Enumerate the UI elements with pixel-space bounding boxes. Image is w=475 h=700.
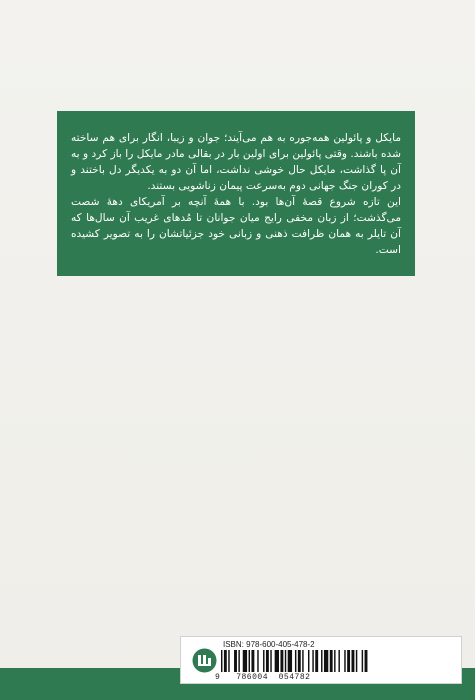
barcode-bar xyxy=(275,650,279,672)
barcode-bar xyxy=(324,650,328,672)
barcode-bar xyxy=(224,650,227,672)
barcode-bar xyxy=(352,650,355,672)
barcode-bar xyxy=(251,650,254,672)
barcode-bar xyxy=(298,650,301,672)
barcode-bar xyxy=(338,650,339,672)
barcode-bar xyxy=(356,650,357,672)
barcode-bar xyxy=(312,650,313,672)
barcode-panel xyxy=(180,636,462,684)
barcode-bar xyxy=(365,650,368,672)
barcode-bar xyxy=(221,650,222,672)
blurb-paragraph-2: این تازه شروع قصهٔ آن‌ها بود. با همهٔ آنچه بر آمریکای دههٔ شصت می‌گذشت؛ از زبان مخفی رایج میان جوانان تا مُدهای غریب آن سال‌ها که آن تایلر به همان ظرافت ذهنی و زبانی خود جزئیاتشان را به تصویر کشیده است. xyxy=(71,196,401,256)
blurb-panel xyxy=(57,111,415,276)
barcode-bar xyxy=(257,650,258,672)
barcode-bar xyxy=(302,650,303,672)
barcode-bar xyxy=(344,650,345,672)
barcode-bar xyxy=(243,650,247,672)
publisher-logo-icon xyxy=(192,648,217,673)
barcode-bar xyxy=(228,650,229,672)
blurb-paragraph-1: مایکل و پائولین همه‌جوره به هم می‌آیند؛ جوان و زیبا، انگار برای هم ساخته شده باشند. وقتی پائولین برای اولین بار در بقالی مادر مایکل را باز کرد و به آن پا گذاشت، مایکل حال خوشی نداشت، اما آن دو به یکدیگر دل باختند و در کوران جنگ جهانی دوم به‌سرعت پیمان زناشویی بستند. xyxy=(71,132,401,192)
barcode-bars xyxy=(221,650,431,672)
barcode-bar xyxy=(280,650,283,672)
barcode-bar xyxy=(295,650,296,672)
barcode-bar xyxy=(334,650,335,672)
barcode-bar xyxy=(288,650,292,672)
barcode-bar xyxy=(315,650,318,672)
barcode-bar xyxy=(362,650,363,672)
barcode-bar xyxy=(347,650,350,672)
isbn-label: ISBN: 978-600-405-478-2 xyxy=(223,640,315,649)
barcode-bar xyxy=(238,650,239,672)
barcode-bar xyxy=(249,650,250,672)
barcode-digits: 9 786004 054782 xyxy=(215,673,311,682)
barcode-bar xyxy=(266,650,269,672)
barcode-bar xyxy=(285,650,286,672)
barcode-bar xyxy=(321,650,322,672)
barcode-bar xyxy=(234,650,237,672)
barcode-bar xyxy=(330,650,333,672)
barcode-bar xyxy=(270,650,271,672)
barcode-bar xyxy=(308,650,309,672)
barcode-bar xyxy=(263,650,264,672)
